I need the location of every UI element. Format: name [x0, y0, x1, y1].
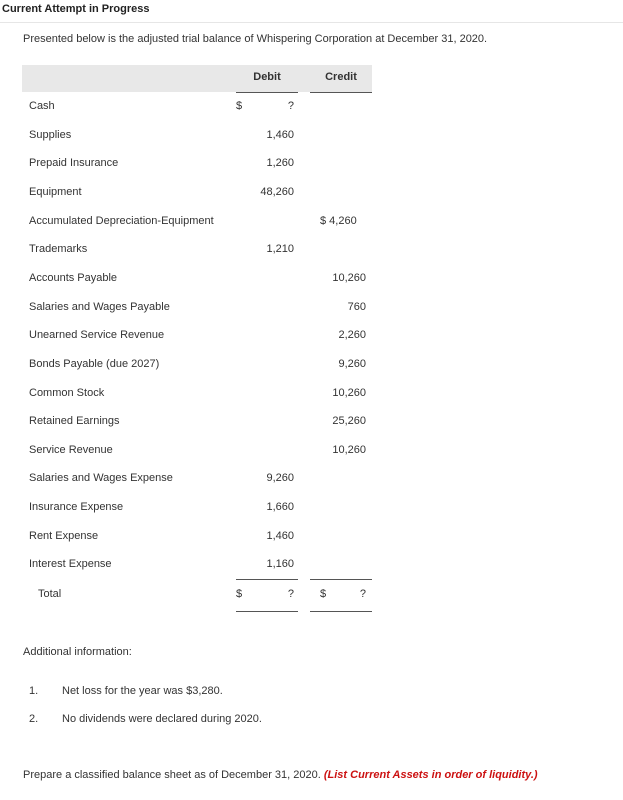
debit-header-rule	[236, 92, 298, 93]
table-row	[22, 212, 372, 232]
intro-text: Presented below is the adjusted trial balance of Whispering Corporation at December 31, 2020.	[23, 33, 488, 45]
account-label: Bonds Payable (due 2027)	[29, 357, 160, 370]
total-label: Total	[38, 588, 62, 600]
additional-info-heading: Additional information:	[23, 646, 132, 658]
credit-value: 10,260	[332, 443, 366, 456]
debit-value: 1,260	[266, 157, 294, 170]
table-row	[22, 355, 372, 375]
account-label: Accumulated Depreciation-Equipment	[29, 214, 214, 227]
info-item-number: 2.	[29, 713, 39, 725]
account-label: Accounts Payable	[29, 271, 118, 284]
table-row	[22, 183, 372, 203]
table-row	[22, 126, 372, 146]
debit-value: ?	[287, 100, 294, 112]
instruction-note: (List Current Assets in order of liquidity.)	[323, 769, 538, 781]
credit-header-rule	[310, 92, 372, 93]
info-item-text: No dividends were declared during 2020.	[62, 713, 262, 725]
page-title: Current Attempt in Progress	[2, 3, 150, 15]
table-row	[22, 240, 372, 260]
total-credit-currency: $	[320, 588, 327, 600]
table-row	[22, 527, 372, 547]
info-item	[29, 685, 429, 701]
debit-currency: $	[236, 100, 243, 112]
table-row	[22, 412, 372, 432]
table-row	[22, 269, 372, 289]
account-label: Unearned Service Revenue	[29, 329, 165, 342]
credit-value: 10,260	[332, 386, 366, 399]
debit-value: 1,210	[266, 243, 294, 256]
credit-value: $ 4,260	[320, 214, 357, 227]
debit-value: 9,260	[266, 472, 294, 485]
info-item	[29, 713, 429, 729]
total-credit-value: ?	[359, 588, 366, 600]
credit-column-header: Credit	[325, 71, 357, 83]
header-bar	[0, 0, 623, 23]
credit-value: 2,260	[338, 329, 366, 342]
account-label: Retained Earnings	[29, 415, 120, 428]
account-label: Salaries and Wages Payable	[29, 300, 170, 313]
credit-value: 10,260	[332, 271, 366, 284]
account-label: Rent Expense	[29, 529, 99, 542]
total-debit-value: ?	[287, 588, 294, 600]
instruction-text	[23, 769, 538, 781]
info-item-number: 1.	[29, 685, 39, 697]
table-row	[22, 441, 372, 461]
credit-total-rule	[310, 579, 372, 580]
debit-value: 48,260	[260, 185, 294, 198]
instruction-main: Prepare a classified balance sheet as of December 31, 2020.	[23, 769, 321, 781]
table-row	[22, 97, 372, 117]
debit-value: 1,160	[266, 558, 294, 571]
info-item-text: Net loss for the year was $3,280.	[62, 685, 223, 697]
debit-value: 1,660	[266, 501, 294, 514]
table-row	[22, 154, 372, 174]
credit-value: 25,260	[332, 415, 366, 428]
debit-total-rule	[236, 579, 298, 580]
account-label: Service Revenue	[29, 443, 113, 456]
account-label: Common Stock	[29, 386, 105, 399]
credit-value: 760	[347, 300, 366, 313]
debit-value: 1,460	[266, 128, 294, 141]
account-label: Prepaid Insurance	[29, 157, 119, 170]
table-row	[22, 555, 372, 575]
debit-value: 1,460	[266, 529, 294, 542]
account-label: Interest Expense	[29, 558, 112, 571]
account-label: Insurance Expense	[29, 501, 124, 514]
debit-column-header: Debit	[253, 71, 281, 83]
table-row	[22, 469, 372, 489]
table-row	[22, 384, 372, 404]
account-label: Salaries and Wages Expense	[29, 472, 173, 485]
credit-total-bottom-rule	[310, 611, 372, 612]
account-label: Supplies	[29, 128, 72, 141]
table-row	[22, 498, 372, 518]
table-row	[22, 298, 372, 318]
table-row	[22, 326, 372, 346]
debit-total-bottom-rule	[236, 611, 298, 612]
account-label: Equipment	[29, 185, 82, 198]
total-row	[22, 585, 372, 605]
account-label: Trademarks	[29, 243, 88, 256]
total-debit-currency: $	[236, 588, 243, 600]
credit-value: 9,260	[338, 357, 366, 370]
account-label: Cash	[29, 100, 55, 112]
